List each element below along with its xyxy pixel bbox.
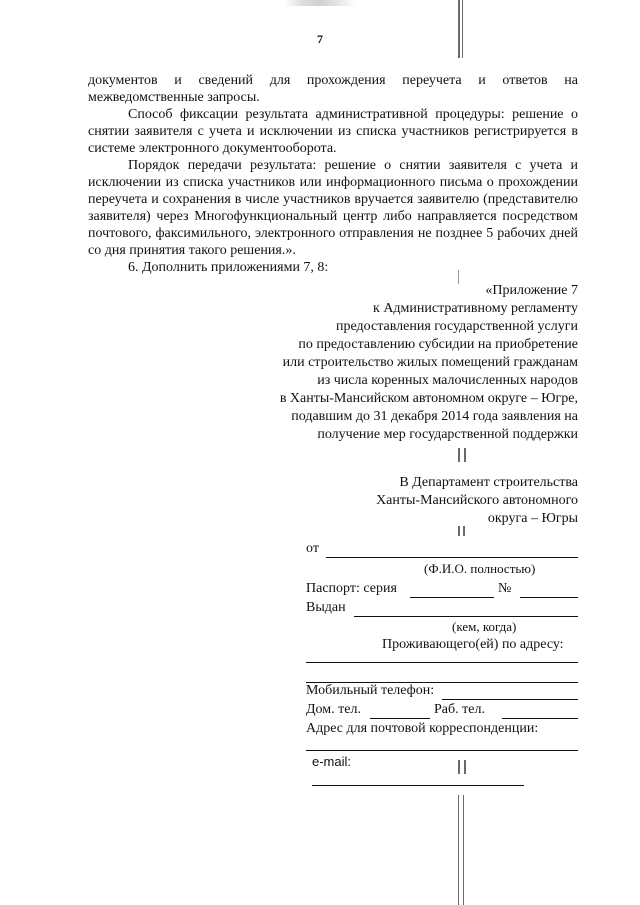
work-phone-label: Раб. тел. [434,702,485,717]
fio-hint: (Ф.И.О. полностью) [424,561,536,576]
appendix-line: подавшим до 31 декабря 2014 года заявления на [291,409,578,424]
body-text [88,72,578,276]
from-input-line[interactable] [326,557,578,558]
passport-series-line[interactable] [410,597,494,598]
mobile-phone-line[interactable] [442,699,578,700]
work-phone-line[interactable] [502,718,578,719]
fold-mark [462,0,463,58]
paragraph: Способ фиксации результата административной процедуры: решение о снятии заявителя с учета и исключении из списка участников регистрируется в системе электронного документооборота. [88,107,578,156]
passport-number-line[interactable] [520,597,578,598]
appendix-header [178,282,578,444]
paragraph: документов и сведений для прохождения переучета и ответов на межведомственные запросы. [88,73,578,105]
page-number: 7 [317,32,323,46]
postal-address-label: Адрес для почтовой корреспонденции: [306,721,539,736]
mobile-phone-label: Мобильный телефон: [306,683,435,698]
fold-mark [458,448,460,462]
home-phone-line[interactable] [370,718,430,719]
fold-mark [458,760,460,774]
fold-mark [458,0,460,58]
fold-mark [463,795,464,905]
issued-line[interactable] [354,616,578,617]
home-phone-label: Дом. тел. [306,702,361,717]
addressee-line: округа – Югры [487,511,578,526]
appendix-line: получение мер государственной поддержки [317,427,578,442]
residence-label: Проживающего(ей) по адресу: [382,637,564,652]
scan-smudge [285,0,355,6]
appendix-line: в Ханты-Мансийском автономном округе – Югре, [279,391,578,406]
appendix-line: или строительство жилых помещений гражданам [282,355,578,370]
passport-number-label: № [498,581,512,596]
addressee-line: Ханты-Мансийского автономного [376,493,578,508]
email-line[interactable] [312,785,524,786]
paragraph: 6. Дополнить приложениями 7, 8: [128,260,329,275]
issued-hint: (кем, когда) [452,619,517,634]
residence-line-1[interactable] [306,662,578,663]
email-label: e-mail: [312,754,352,769]
addressee-line: В Департамент строительства [399,475,578,490]
from-label: от [306,541,319,556]
fold-mark [464,448,466,462]
issued-label: Выдан [306,600,346,615]
appendix-line: «Приложение 7 [485,283,578,298]
postal-address-line[interactable] [306,750,578,751]
addressee-block [278,474,578,528]
appendix-line: из числа коренных малочисленных народов [317,373,578,388]
fold-mark [458,795,459,905]
appendix-line: по предоставлению субсидии на приобретение [298,337,578,352]
passport-series-label: Паспорт: серия [306,581,397,596]
appendix-line: предоставления государственной услуги [336,319,578,334]
paragraph: Порядок передачи результата: решение о снятии заявителя с учета и исключении из списка участников или информационного письма о прохождении переучета и сохранения в числе участников вручается заявителю (представителю заявителя) через Многофункциональный центр либо направляется посредством почтового, факсимильного, электронного отправления не позднее 5 рабочих дней со дня принятия такого решения.». [88,158,578,258]
appendix-line: к Административному регламенту [373,301,578,316]
fold-mark [464,760,466,774]
